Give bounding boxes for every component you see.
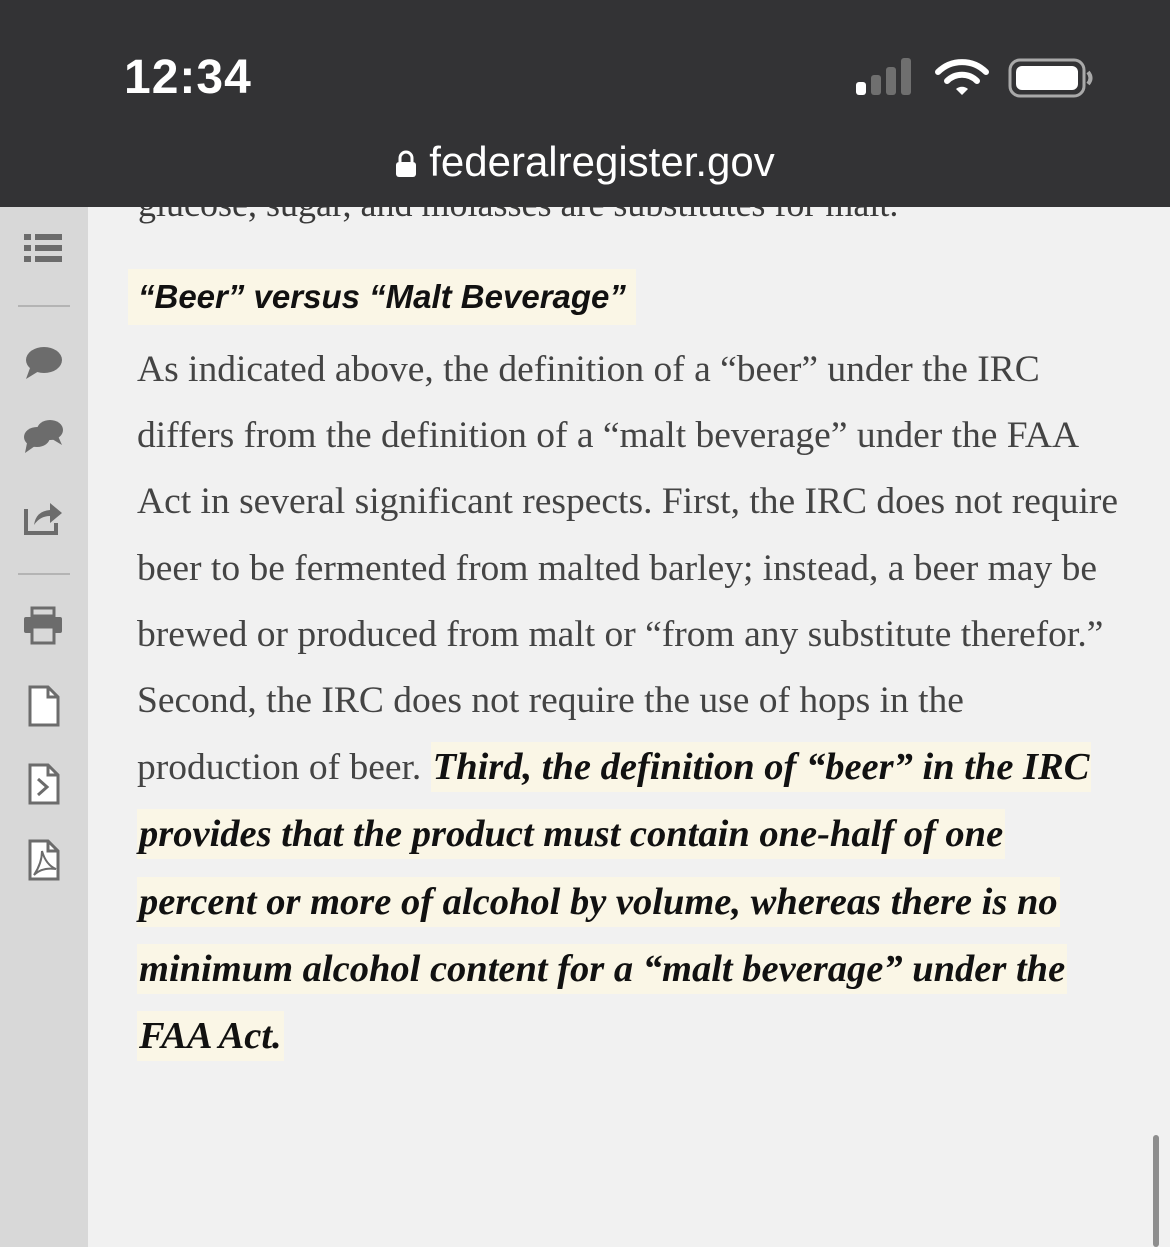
paragraph-text: As indicated above, the definition of a “beer” under the IRC differs from the definition of a “malt beverage” under the FAA Act in several significant respects. First, the IRC does not require beer to be fermented from malted barley; instead, a beer may be brewed or produced from malt or “from any substitute therefor.” Second, the IRC does not require the use of hops in the production of beer. (137, 349, 1119, 789)
lock-icon (395, 150, 417, 178)
signal-icon (856, 58, 914, 96)
section-heading: “Beer” versus “Malt Beverage” (128, 269, 636, 325)
status-time: 12:34 (124, 51, 252, 104)
wifi-icon (934, 58, 990, 98)
document-tools-sidebar (0, 207, 88, 1247)
document-icon[interactable] (22, 685, 64, 727)
sidebar-divider (18, 573, 70, 575)
article-content (88, 207, 1170, 1247)
share-icon[interactable] (22, 495, 64, 537)
battery-icon (1008, 58, 1094, 98)
pdf-icon[interactable] (22, 839, 64, 881)
comment-icon[interactable] (22, 341, 64, 383)
sidebar-divider (18, 305, 70, 307)
address-bar[interactable] (0, 138, 1170, 186)
table-of-contents-icon[interactable] (22, 227, 64, 269)
browser-top-bar (0, 0, 1170, 207)
print-icon[interactable] (22, 605, 64, 647)
scrollbar[interactable] (1153, 1135, 1159, 1247)
developer-tools-icon[interactable] (22, 763, 64, 805)
highlighted-text[interactable]: Third, the definition of “beer” in the IRC provides that the product must contain one-half of one percent or more of alcohol by volume, whereas there is no minimum alcohol content for a “malt beverage” under the FAA Act. (137, 742, 1091, 1061)
url-text: federalregister.gov (429, 138, 775, 185)
article-paragraph (137, 337, 1127, 1070)
comments-icon[interactable] (22, 415, 64, 457)
